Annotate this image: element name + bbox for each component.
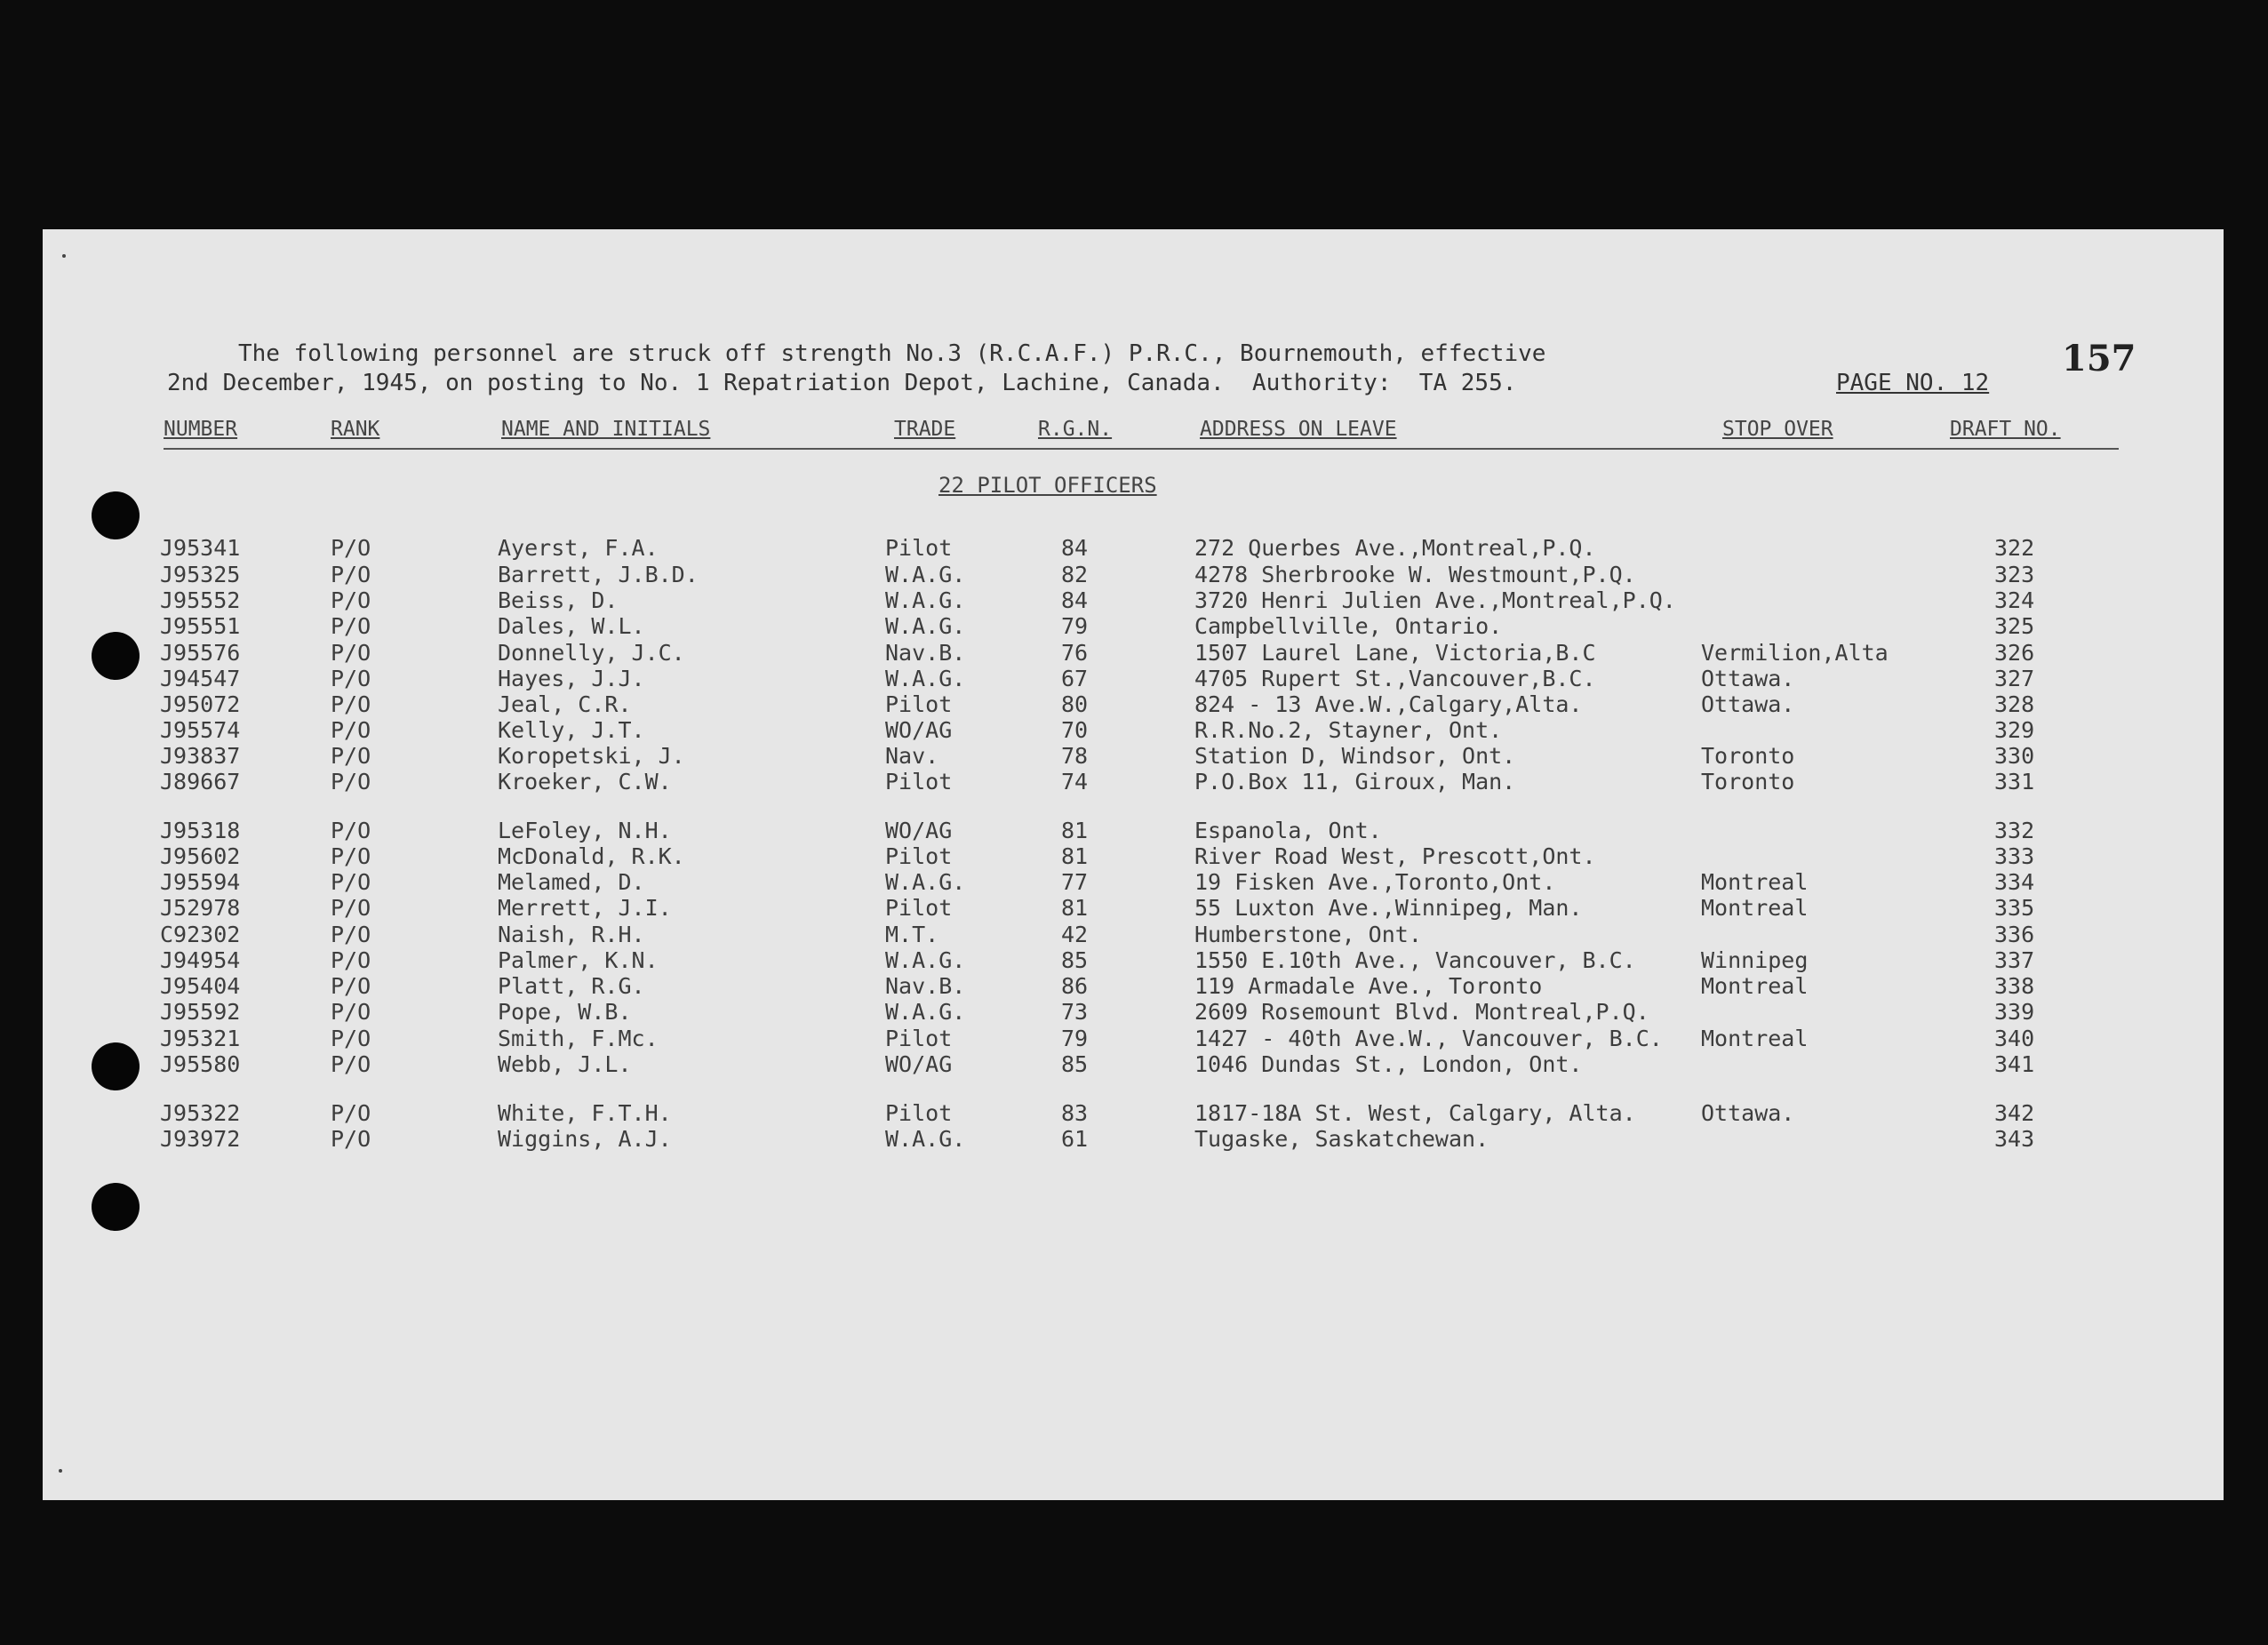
cell-number: J89667: [160, 769, 241, 795]
col-rank: RANK: [331, 418, 380, 441]
cell-draft: 325: [1994, 613, 2035, 639]
cell-rank: P/O: [331, 613, 371, 639]
cell-address: 1817-18A St. West, Calgary, Alta.: [1194, 1100, 1636, 1126]
stamp-number: 157: [2062, 338, 2136, 379]
cell-draft: 342: [1994, 1100, 2035, 1126]
cell-rgn: 84: [1061, 535, 1089, 561]
cell-rgn: 81: [1061, 895, 1089, 921]
col-number: NUMBER: [164, 418, 238, 441]
table-row: [43, 1100, 2224, 1127]
cell-number: J95592: [160, 999, 241, 1025]
cell-trade: Pilot: [885, 1100, 953, 1126]
cell-address: 119 Armadale Ave., Toronto: [1194, 973, 1543, 999]
cell-rgn: 81: [1061, 818, 1089, 843]
cell-draft: 332: [1994, 818, 2035, 843]
cell-draft: 322: [1994, 535, 2035, 561]
cell-trade: W.A.G.: [885, 869, 966, 895]
cell-stop: Montreal: [1701, 895, 1809, 921]
cell-stop: Winnipeg: [1701, 947, 1809, 973]
cell-name: Palmer, K.N.: [498, 947, 659, 973]
cell-address: 1046 Dundas St., London, Ont.: [1194, 1051, 1583, 1077]
cell-draft: 326: [1994, 640, 2035, 666]
cell-trade: Pilot: [885, 535, 953, 561]
cell-rank: P/O: [331, 691, 371, 717]
cell-trade: WO/AG: [885, 818, 953, 843]
cell-name: Webb, J.L.: [498, 1051, 632, 1077]
cell-address: Espanola, Ont.: [1194, 818, 1382, 843]
cell-rank: P/O: [331, 843, 371, 869]
cell-rgn: 82: [1061, 562, 1089, 587]
cell-rank: P/O: [331, 535, 371, 561]
cell-rank: P/O: [331, 717, 371, 743]
cell-draft: 333: [1994, 843, 2035, 869]
cell-number: J95576: [160, 640, 241, 666]
cell-rank: P/O: [331, 922, 371, 947]
col-address: ADDRESS ON LEAVE: [1200, 418, 1397, 441]
cell-draft: 336: [1994, 922, 2035, 947]
col-stop-over: STOP OVER: [1722, 418, 1833, 441]
table-row: [43, 869, 2224, 896]
cell-draft: 327: [1994, 666, 2035, 691]
cell-number: J95580: [160, 1051, 241, 1077]
cell-name: LeFoley, N.H.: [498, 818, 672, 843]
cell-rgn: 79: [1061, 1026, 1089, 1051]
cell-rank: P/O: [331, 666, 371, 691]
cell-trade: W.A.G.: [885, 999, 966, 1025]
cell-name: Barrett, J.B.D.: [498, 562, 699, 587]
cell-rank: P/O: [331, 769, 371, 795]
cell-rgn: 85: [1061, 947, 1089, 973]
table-row: [43, 895, 2224, 922]
cell-address: River Road West, Prescott,Ont.: [1194, 843, 1596, 869]
cell-draft: 338: [1994, 973, 2035, 999]
cell-name: Pope, W.B.: [498, 999, 632, 1025]
cell-name: Dales, W.L.: [498, 613, 645, 639]
cell-trade: W.A.G.: [885, 666, 966, 691]
cell-name: Jeal, C.R.: [498, 691, 632, 717]
cell-rgn: 42: [1061, 922, 1089, 947]
cell-draft: 329: [1994, 717, 2035, 743]
cell-draft: 328: [1994, 691, 2035, 717]
cell-address: Station D, Windsor, Ont.: [1194, 743, 1516, 769]
section-title: 22 PILOT OFFICERS: [938, 473, 1157, 498]
cell-number: J52978: [160, 895, 241, 921]
cell-number: J95341: [160, 535, 241, 561]
cell-address: 3720 Henri Julien Ave.,Montreal,P.Q.: [1194, 587, 1676, 613]
cell-rank: P/O: [331, 818, 371, 843]
cell-number: J95072: [160, 691, 241, 717]
cell-draft: 339: [1994, 999, 2035, 1025]
cell-rgn: 86: [1061, 973, 1089, 999]
cell-number: J95321: [160, 1026, 241, 1051]
cell-draft: 337: [1994, 947, 2035, 973]
cell-number: J94954: [160, 947, 241, 973]
cell-address: Campbellville, Ontario.: [1194, 613, 1503, 639]
cell-number: J95318: [160, 818, 241, 843]
cell-number: J95574: [160, 717, 241, 743]
table-row: [43, 666, 2224, 692]
table-row: [43, 818, 2224, 844]
table-row: [43, 691, 2224, 718]
cell-name: Merrett, J.I.: [498, 895, 672, 921]
table-row: [43, 562, 2224, 588]
cell-rgn: 81: [1061, 843, 1089, 869]
cell-number: J93972: [160, 1126, 241, 1152]
cell-address: P.O.Box 11, Giroux, Man.: [1194, 769, 1516, 795]
cell-draft: 335: [1994, 895, 2035, 921]
cell-trade: W.A.G.: [885, 587, 966, 613]
cell-number: J95594: [160, 869, 241, 895]
table-row: [43, 587, 2224, 614]
cell-name: Melamed, D.: [498, 869, 645, 895]
cell-rgn: 67: [1061, 666, 1089, 691]
cell-stop: Montreal: [1701, 869, 1809, 895]
cell-rank: P/O: [331, 743, 371, 769]
cell-address: 1427 - 40th Ave.W., Vancouver, B.C.: [1194, 1026, 1663, 1051]
cell-name: Smith, F.Mc.: [498, 1026, 659, 1051]
table-row: [43, 535, 2224, 562]
cell-name: Ayerst, F.A.: [498, 535, 659, 561]
paper-mark: [59, 1469, 62, 1473]
table-row: [43, 613, 2224, 640]
cell-number: J95322: [160, 1100, 241, 1126]
cell-rgn: 70: [1061, 717, 1089, 743]
cell-rank: P/O: [331, 895, 371, 921]
cell-address: 272 Querbes Ave.,Montreal,P.Q.: [1194, 535, 1596, 561]
cell-stop: Ottawa.: [1701, 666, 1795, 691]
table-row: [43, 640, 2224, 667]
page-number: PAGE NO. 12: [1836, 370, 1990, 396]
cell-rgn: 80: [1061, 691, 1089, 717]
cell-address: 4705 Rupert St.,Vancouver,B.C.: [1194, 666, 1596, 691]
cell-trade: Pilot: [885, 843, 953, 869]
cell-draft: 324: [1994, 587, 2035, 613]
cell-stop: Ottawa.: [1701, 691, 1795, 717]
cell-address: Tugaske, Saskatchewan.: [1194, 1126, 1489, 1152]
table-row: [43, 947, 2224, 974]
cell-number: J94547: [160, 666, 241, 691]
cell-draft: 334: [1994, 869, 2035, 895]
cell-rgn: 85: [1061, 1051, 1089, 1077]
header-rule: [164, 448, 2119, 450]
punch-hole: [92, 491, 140, 539]
document-page: [43, 229, 2224, 1500]
cell-rgn: 84: [1061, 587, 1089, 613]
table-row: [43, 1126, 2224, 1153]
cell-rank: P/O: [331, 1051, 371, 1077]
cell-rgn: 83: [1061, 1100, 1089, 1126]
cell-name: Donnelly, J.C.: [498, 640, 685, 666]
cell-rgn: 61: [1061, 1126, 1089, 1152]
cell-stop: Montreal: [1701, 973, 1809, 999]
table-row: [43, 769, 2224, 795]
cell-trade: Nav.B.: [885, 640, 966, 666]
cell-name: Kelly, J.T.: [498, 717, 645, 743]
cell-name: McDonald, R.K.: [498, 843, 685, 869]
col-trade: TRADE: [894, 418, 956, 441]
table-row: [43, 743, 2224, 770]
table-row: [43, 843, 2224, 870]
cell-trade: WO/AG: [885, 1051, 953, 1077]
cell-stop: Montreal: [1701, 1026, 1809, 1051]
cell-name: Beiss, D.: [498, 587, 619, 613]
cell-rgn: 76: [1061, 640, 1089, 666]
intro-line-2: 2nd December, 1945, on posting to No. 1 Repatriation Depot, Lachine, Canada. Authority: TA 255.: [167, 370, 1517, 396]
table-row: [43, 922, 2224, 948]
cell-draft: 341: [1994, 1051, 2035, 1077]
punch-hole: [92, 1183, 140, 1231]
cell-rank: P/O: [331, 1126, 371, 1152]
cell-rgn: 78: [1061, 743, 1089, 769]
cell-trade: M.T.: [885, 922, 939, 947]
col-rgn: R.G.N.: [1038, 418, 1113, 441]
cell-trade: Pilot: [885, 1026, 953, 1051]
cell-trade: W.A.G.: [885, 947, 966, 973]
cell-rank: P/O: [331, 869, 371, 895]
cell-rank: P/O: [331, 1026, 371, 1051]
cell-rank: P/O: [331, 973, 371, 999]
cell-name: Koropetski, J.: [498, 743, 685, 769]
cell-rgn: 74: [1061, 769, 1089, 795]
cell-number: J95552: [160, 587, 241, 613]
cell-trade: W.A.G.: [885, 613, 966, 639]
cell-address: 1507 Laurel Lane, Victoria,B.C: [1194, 640, 1596, 666]
cell-trade: Nav.B.: [885, 973, 966, 999]
table-row: [43, 999, 2224, 1026]
cell-trade: W.A.G.: [885, 562, 966, 587]
cell-rank: P/O: [331, 947, 371, 973]
cell-address: 824 - 13 Ave.W.,Calgary,Alta.: [1194, 691, 1583, 717]
cell-trade: Pilot: [885, 895, 953, 921]
table-row: [43, 973, 2224, 1000]
paper-mark: [62, 254, 66, 258]
intro-line-1: The following personnel are struck off strength No.3 (R.C.A.F.) P.R.C., Bournemouth, effective: [238, 340, 1546, 367]
cell-address: Humberstone, Ont.: [1194, 922, 1422, 947]
cell-number: C92302: [160, 922, 241, 947]
cell-address: 2609 Rosemount Blvd. Montreal,P.Q.: [1194, 999, 1649, 1025]
cell-rank: P/O: [331, 640, 371, 666]
intro-text: [167, 339, 1545, 398]
cell-rgn: 79: [1061, 613, 1089, 639]
cell-rank: P/O: [331, 562, 371, 587]
cell-address: 1550 E.10th Ave., Vancouver, B.C.: [1194, 947, 1636, 973]
cell-draft: 331: [1994, 769, 2035, 795]
cell-trade: Nav.: [885, 743, 939, 769]
cell-name: White, F.T.H.: [498, 1100, 672, 1126]
cell-name: Wiggins, A.J.: [498, 1126, 672, 1152]
table-row: [43, 1026, 2224, 1052]
cell-trade: W.A.G.: [885, 1126, 966, 1152]
cell-number: J95325: [160, 562, 241, 587]
cell-number: J95551: [160, 613, 241, 639]
table-row: [43, 717, 2224, 744]
cell-address: 55 Luxton Ave.,Winnipeg, Man.: [1194, 895, 1583, 921]
col-draft-no: DRAFT NO.: [1950, 418, 2061, 441]
cell-rgn: 77: [1061, 869, 1089, 895]
cell-name: Naish, R.H.: [498, 922, 645, 947]
cell-address: 4278 Sherbrooke W. Westmount,P.Q.: [1194, 562, 1636, 587]
cell-number: J95602: [160, 843, 241, 869]
cell-stop: Toronto: [1701, 769, 1795, 795]
cell-rank: P/O: [331, 587, 371, 613]
cell-stop: Toronto: [1701, 743, 1795, 769]
cell-rgn: 73: [1061, 999, 1089, 1025]
cell-draft: 343: [1994, 1126, 2035, 1152]
cell-stop: Vermilion,Alta: [1701, 640, 1889, 666]
cell-address: 19 Fisken Ave.,Toronto,Ont.: [1194, 869, 1556, 895]
cell-draft: 323: [1994, 562, 2035, 587]
cell-name: Hayes, J.J.: [498, 666, 645, 691]
cell-address: R.R.No.2, Stayner, Ont.: [1194, 717, 1503, 743]
col-name: NAME AND INITIALS: [501, 418, 711, 441]
cell-name: Platt, R.G.: [498, 973, 645, 999]
cell-stop: Ottawa.: [1701, 1100, 1795, 1126]
cell-trade: WO/AG: [885, 717, 953, 743]
cell-trade: Pilot: [885, 769, 953, 795]
cell-number: J95404: [160, 973, 241, 999]
cell-rank: P/O: [331, 1100, 371, 1126]
cell-draft: 340: [1994, 1026, 2035, 1051]
cell-draft: 330: [1994, 743, 2035, 769]
cell-trade: Pilot: [885, 691, 953, 717]
table-row: [43, 1051, 2224, 1078]
cell-rank: P/O: [331, 999, 371, 1025]
cell-name: Kroeker, C.W.: [498, 769, 672, 795]
cell-number: J93837: [160, 743, 241, 769]
